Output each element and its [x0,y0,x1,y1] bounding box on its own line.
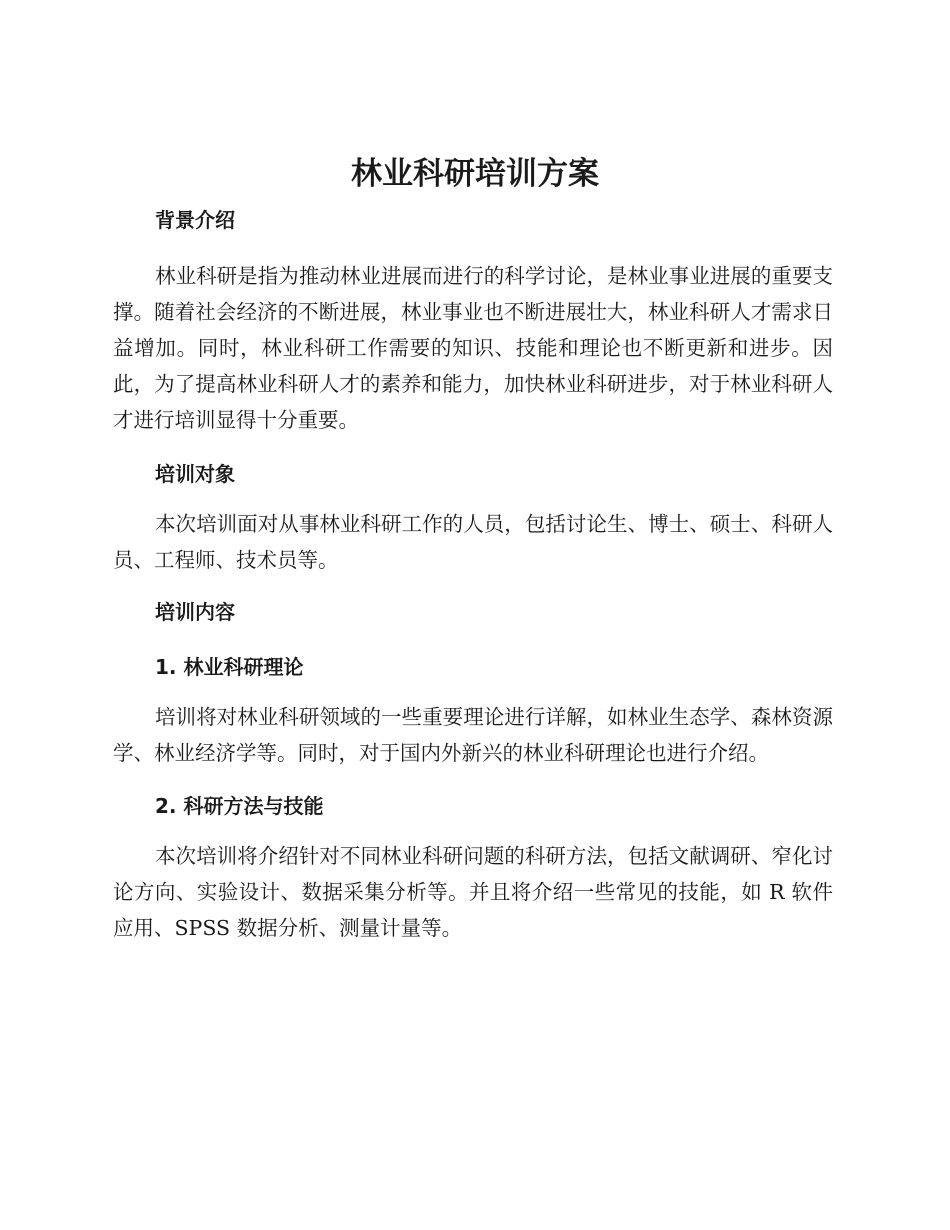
section-heading-content: 培训内容 [155,600,235,624]
document-title: 林业科研培训方案 [351,156,599,192]
subsection-paragraph-theory: 培训将对林业科研领域的一些重要理论进行详解，如林业生态学、森林资源学、林业经济学等。同时，对于国内外新兴的林业科研理论也进行介绍。 [113,705,833,765]
subsection-paragraph-methods: 本次培训将介绍针对不同林业科研问题的科研方法，包括文献调研、窄化讨论方向、实验设计、数据采集分析等。并且将介绍一些常见的技能，如 R 软件应用、SPSS 数据分析、测量计量等。 [113,844,833,940]
section-heading-target: 培训对象 [155,462,235,486]
subsection-heading-theory: 1. 林业科研理论 [155,655,304,679]
document-body [113,200,833,946]
section-paragraph-background: 林业科研是指为推动林业进展而进行的科学讨论，是林业事业进展的重要支撑。随着社会经济的不断进展，林业事业也不断进展壮大，林业科研人才需求日益增加。同时，林业科研工作需要的知识、技能和理论也不断更新和进步。因此，为了提高林业科研人才的素养和能力，加快林业科研进步，对于林业科研人才进行培训显得十分重要。 [113,264,833,432]
section-heading-background: 背景介绍 [155,208,235,232]
subsection-heading-methods: 2. 科研方法与技能 [155,794,324,818]
section-paragraph-target: 本次培训面对从事林业科研工作的人员，包括讨论生、博士、硕士、科研人员、工程师、技术员等。 [113,512,833,572]
